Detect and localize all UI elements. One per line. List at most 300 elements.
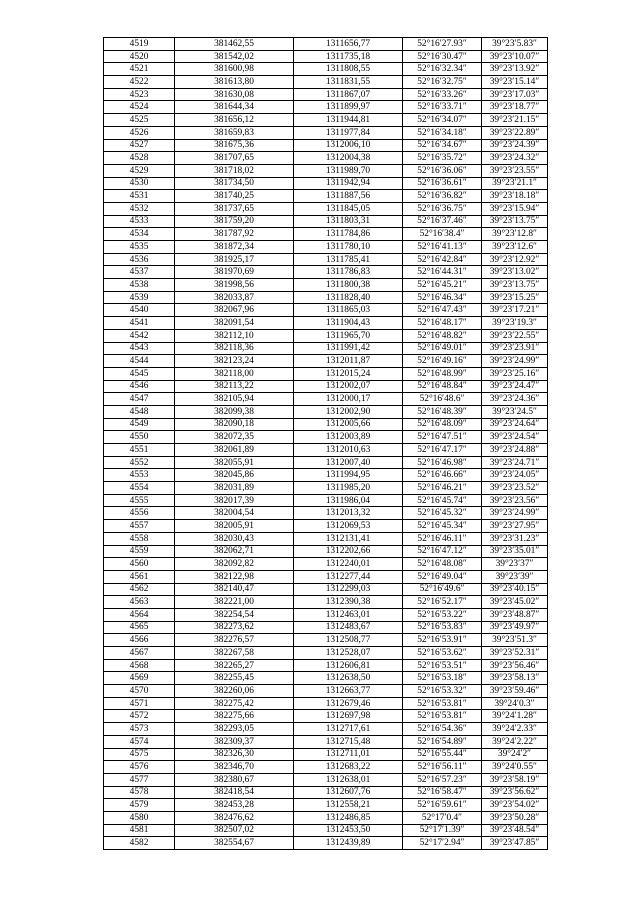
latitude-cell: 52°16′48.6″	[403, 393, 482, 406]
latitude-cell: 52°16′45.21″	[403, 279, 482, 292]
y-coordinate-cell: 1311831,55	[294, 76, 403, 89]
longitude-cell: 39°23′58.19″	[482, 773, 548, 786]
longitude-cell: 39°23′13.92″	[482, 63, 548, 76]
y-coordinate-cell: 1311735,18	[294, 50, 403, 63]
x-coordinate-cell: 382122,98	[175, 570, 294, 583]
point-number-cell: 4575	[104, 748, 175, 761]
table-row	[104, 202, 548, 215]
point-number-cell: 4529	[104, 164, 175, 177]
x-coordinate-cell: 382507,02	[175, 824, 294, 837]
longitude-cell: 39°24′2.22″	[482, 735, 548, 748]
coordinates-table	[103, 37, 548, 850]
point-number-cell: 4527	[104, 139, 175, 152]
longitude-cell: 39°23′50.28″	[482, 811, 548, 824]
longitude-cell: 39°23′15.14″	[482, 76, 548, 89]
x-coordinate-cell: 382476,62	[175, 811, 294, 824]
table-row	[104, 786, 548, 799]
table-row	[104, 342, 548, 355]
longitude-cell: 39°23′23.91″	[482, 342, 548, 355]
table-row	[104, 304, 548, 317]
latitude-cell: 52°16′35.72″	[403, 152, 482, 165]
y-coordinate-cell: 1312390,38	[294, 596, 403, 609]
table-row	[104, 735, 548, 748]
y-coordinate-cell: 1311887,56	[294, 190, 403, 203]
y-coordinate-cell: 1312715,48	[294, 735, 403, 748]
y-coordinate-cell: 1311942,94	[294, 177, 403, 190]
point-number-cell: 4541	[104, 317, 175, 330]
latitude-cell: 52°16′49.6″	[403, 583, 482, 596]
latitude-cell: 52°16′46.11″	[403, 532, 482, 545]
x-coordinate-cell: 382554,67	[175, 837, 294, 850]
point-number-cell: 4570	[104, 685, 175, 698]
latitude-cell: 52°16′34.18″	[403, 126, 482, 139]
y-coordinate-cell: 1311656,77	[294, 38, 403, 51]
y-coordinate-cell: 1311991,42	[294, 342, 403, 355]
latitude-cell: 52°16′45.34″	[403, 520, 482, 533]
point-number-cell: 4563	[104, 596, 175, 609]
x-coordinate-cell: 382091,54	[175, 317, 294, 330]
point-number-cell: 4579	[104, 799, 175, 812]
y-coordinate-cell: 1311989,70	[294, 164, 403, 177]
y-coordinate-cell: 1312663,77	[294, 685, 403, 698]
point-number-cell: 4544	[104, 355, 175, 368]
point-number-cell: 4557	[104, 520, 175, 533]
table-row	[104, 773, 548, 786]
latitude-cell: 52°16′48.09″	[403, 418, 482, 431]
latitude-cell: 52°16′47.43″	[403, 304, 482, 317]
point-number-cell: 4568	[104, 659, 175, 672]
x-coordinate-cell: 382276,57	[175, 634, 294, 647]
point-number-cell: 4539	[104, 291, 175, 304]
longitude-cell: 39°23′35.01″	[482, 545, 548, 558]
table-row	[104, 507, 548, 520]
latitude-cell: 52°16′53.62″	[403, 647, 482, 660]
y-coordinate-cell: 1311985,20	[294, 482, 403, 495]
x-coordinate-cell: 382221,00	[175, 596, 294, 609]
point-number-cell: 4535	[104, 241, 175, 254]
point-number-cell: 4519	[104, 38, 175, 51]
table-row	[104, 570, 548, 583]
longitude-cell: 39°23′22.55″	[482, 329, 548, 342]
table-row	[104, 215, 548, 228]
longitude-cell: 39°23′24.99″	[482, 507, 548, 520]
longitude-cell: 39°23′12.8″	[482, 228, 548, 241]
y-coordinate-cell: 1312697,98	[294, 710, 403, 723]
point-number-cell: 4550	[104, 431, 175, 444]
y-coordinate-cell: 1312508,77	[294, 634, 403, 647]
table-row	[104, 50, 548, 63]
latitude-cell: 52°16′59.61″	[403, 799, 482, 812]
table-row	[104, 824, 548, 837]
latitude-cell: 52°16′47.51″	[403, 431, 482, 444]
latitude-cell: 52°16′53.18″	[403, 672, 482, 685]
y-coordinate-cell: 1311785,41	[294, 253, 403, 266]
x-coordinate-cell: 382113,22	[175, 380, 294, 393]
x-coordinate-cell: 382267,58	[175, 647, 294, 660]
y-coordinate-cell: 1312010,63	[294, 444, 403, 457]
point-number-cell: 4558	[104, 532, 175, 545]
table-row	[104, 241, 548, 254]
y-coordinate-cell: 1311845,05	[294, 202, 403, 215]
latitude-cell: 52°16′34.07″	[403, 114, 482, 127]
longitude-cell: 39°23′24.71″	[482, 456, 548, 469]
x-coordinate-cell: 382055,91	[175, 456, 294, 469]
x-coordinate-cell: 382112,10	[175, 329, 294, 342]
x-coordinate-cell: 382260,06	[175, 685, 294, 698]
y-coordinate-cell: 1311986,04	[294, 494, 403, 507]
y-coordinate-cell: 1311965,70	[294, 329, 403, 342]
point-number-cell: 4545	[104, 367, 175, 380]
table-row	[104, 126, 548, 139]
point-number-cell: 4556	[104, 507, 175, 520]
longitude-cell: 39°23′13.02″	[482, 266, 548, 279]
latitude-cell: 52°16′49.16″	[403, 355, 482, 368]
table-row	[104, 431, 548, 444]
table-row	[104, 393, 548, 406]
x-coordinate-cell: 382062,71	[175, 545, 294, 558]
table-row	[104, 228, 548, 241]
table-row	[104, 697, 548, 710]
longitude-cell: 39°24′0.55″	[482, 761, 548, 774]
y-coordinate-cell: 1312607,76	[294, 786, 403, 799]
x-coordinate-cell: 382118,00	[175, 367, 294, 380]
y-coordinate-cell: 1312006,10	[294, 139, 403, 152]
latitude-cell: 52°16′53.83″	[403, 621, 482, 634]
point-number-cell: 4552	[104, 456, 175, 469]
y-coordinate-cell: 1312299,03	[294, 583, 403, 596]
longitude-cell: 39°23′21.1″	[482, 177, 548, 190]
latitude-cell: 52°16′36.82″	[403, 190, 482, 203]
latitude-cell: 52°16′48.84″	[403, 380, 482, 393]
point-number-cell: 4523	[104, 88, 175, 101]
table-row	[104, 520, 548, 533]
longitude-cell: 39°23′24.05″	[482, 469, 548, 482]
latitude-cell: 52°16′42.84″	[403, 253, 482, 266]
longitude-cell: 39°23′37″	[482, 558, 548, 571]
longitude-cell: 39°23′45.02″	[482, 596, 548, 609]
table-row	[104, 266, 548, 279]
table-row	[104, 139, 548, 152]
table-row	[104, 114, 548, 127]
table-row	[104, 355, 548, 368]
table-row	[104, 279, 548, 292]
table-row	[104, 164, 548, 177]
point-number-cell: 4533	[104, 215, 175, 228]
longitude-cell: 39°23′31.23″	[482, 532, 548, 545]
longitude-cell: 39°23′47.85″	[482, 837, 548, 850]
y-coordinate-cell: 1312711,01	[294, 748, 403, 761]
latitude-cell: 52°16′46.21″	[403, 482, 482, 495]
y-coordinate-cell: 1312638,50	[294, 672, 403, 685]
y-coordinate-cell: 1311899,97	[294, 101, 403, 114]
latitude-cell: 52°16′58.47″	[403, 786, 482, 799]
longitude-cell: 39°24′1.28″	[482, 710, 548, 723]
x-coordinate-cell: 381644,34	[175, 101, 294, 114]
x-coordinate-cell: 381787,92	[175, 228, 294, 241]
x-coordinate-cell: 382099,38	[175, 405, 294, 418]
point-number-cell: 4559	[104, 545, 175, 558]
latitude-cell: 52°16′48.39″	[403, 405, 482, 418]
point-number-cell: 4536	[104, 253, 175, 266]
x-coordinate-cell: 382265,27	[175, 659, 294, 672]
point-number-cell: 4574	[104, 735, 175, 748]
longitude-cell: 39°23′48.54″	[482, 824, 548, 837]
latitude-cell: 52°16′36.75″	[403, 202, 482, 215]
y-coordinate-cell: 1312638,01	[294, 773, 403, 786]
x-coordinate-cell: 382067,96	[175, 304, 294, 317]
latitude-cell: 52°16′32.75″	[403, 76, 482, 89]
table-row	[104, 748, 548, 761]
point-number-cell: 4555	[104, 494, 175, 507]
y-coordinate-cell: 1311784,86	[294, 228, 403, 241]
latitude-cell: 52°16′48.08″	[403, 558, 482, 571]
longitude-cell: 39°23′23.55″	[482, 164, 548, 177]
x-coordinate-cell: 381630,08	[175, 88, 294, 101]
longitude-cell: 39°24′2″	[482, 748, 548, 761]
table-row	[104, 837, 548, 850]
x-coordinate-cell: 381734,50	[175, 177, 294, 190]
latitude-cell: 52°16′27.93″	[403, 38, 482, 51]
point-number-cell: 4522	[104, 76, 175, 89]
longitude-cell: 39°23′54.02″	[482, 799, 548, 812]
longitude-cell: 39°23′12.92″	[482, 253, 548, 266]
x-coordinate-cell: 382105,94	[175, 393, 294, 406]
point-number-cell: 4572	[104, 710, 175, 723]
y-coordinate-cell: 1312277,44	[294, 570, 403, 583]
latitude-cell: 52°16′33.26″	[403, 88, 482, 101]
y-coordinate-cell: 1312011,87	[294, 355, 403, 368]
table-row	[104, 152, 548, 165]
x-coordinate-cell: 382293,05	[175, 723, 294, 736]
latitude-cell: 52°16′48.17″	[403, 317, 482, 330]
latitude-cell: 52°16′53.22″	[403, 608, 482, 621]
point-number-cell: 4564	[104, 608, 175, 621]
y-coordinate-cell: 1312439,89	[294, 837, 403, 850]
x-coordinate-cell: 381718,02	[175, 164, 294, 177]
x-coordinate-cell: 382118,36	[175, 342, 294, 355]
table-row	[104, 723, 548, 736]
longitude-cell: 39°23′58.13″	[482, 672, 548, 685]
x-coordinate-cell: 382309,37	[175, 735, 294, 748]
x-coordinate-cell: 382005,91	[175, 520, 294, 533]
latitude-cell: 52°16′33.71″	[403, 101, 482, 114]
latitude-cell: 52°16′41.13″	[403, 241, 482, 254]
y-coordinate-cell: 1312013,32	[294, 507, 403, 520]
x-coordinate-cell: 381707,65	[175, 152, 294, 165]
x-coordinate-cell: 382090,18	[175, 418, 294, 431]
x-coordinate-cell: 381925,17	[175, 253, 294, 266]
y-coordinate-cell: 1312007,40	[294, 456, 403, 469]
x-coordinate-cell: 381737,65	[175, 202, 294, 215]
point-number-cell: 4565	[104, 621, 175, 634]
point-number-cell: 4578	[104, 786, 175, 799]
table-row	[104, 558, 548, 571]
table-row	[104, 88, 548, 101]
longitude-cell: 39°23′17.03″	[482, 88, 548, 101]
latitude-cell: 52°16′30.47″	[403, 50, 482, 63]
longitude-cell: 39°23′49.97″	[482, 621, 548, 634]
y-coordinate-cell: 1312528,07	[294, 647, 403, 660]
longitude-cell: 39°23′15.94″	[482, 202, 548, 215]
latitude-cell: 52°16′44.31″	[403, 266, 482, 279]
longitude-cell: 39°23′51.3″	[482, 634, 548, 647]
x-coordinate-cell: 382061,89	[175, 444, 294, 457]
longitude-cell: 39°23′40.15″	[482, 583, 548, 596]
table-row	[104, 253, 548, 266]
x-coordinate-cell: 382273,62	[175, 621, 294, 634]
longitude-cell: 39°23′24.5″	[482, 405, 548, 418]
latitude-cell: 52°16′37.46″	[403, 215, 482, 228]
table-row	[104, 482, 548, 495]
point-number-cell: 4525	[104, 114, 175, 127]
table-row	[104, 621, 548, 634]
y-coordinate-cell: 1311944,81	[294, 114, 403, 127]
latitude-cell: 52°16′49.01″	[403, 342, 482, 355]
y-coordinate-cell: 1311786,83	[294, 266, 403, 279]
latitude-cell: 52°16′46.66″	[403, 469, 482, 482]
x-coordinate-cell: 382418,54	[175, 786, 294, 799]
y-coordinate-cell: 1311803,31	[294, 215, 403, 228]
table-row	[104, 685, 548, 698]
table-row	[104, 63, 548, 76]
latitude-cell: 52°17′2.94″	[403, 837, 482, 850]
longitude-cell: 39°23′18.18″	[482, 190, 548, 203]
latitude-cell: 52°16′48.99″	[403, 367, 482, 380]
coordinates-table-body	[104, 38, 548, 850]
latitude-cell: 52°17′1.39″	[403, 824, 482, 837]
x-coordinate-cell: 382072,35	[175, 431, 294, 444]
latitude-cell: 52°16′53.81″	[403, 710, 482, 723]
y-coordinate-cell: 1312483,67	[294, 621, 403, 634]
latitude-cell: 52°16′57.23″	[403, 773, 482, 786]
x-coordinate-cell: 382254,54	[175, 608, 294, 621]
y-coordinate-cell: 1311865,03	[294, 304, 403, 317]
point-number-cell: 4567	[104, 647, 175, 660]
x-coordinate-cell: 381613,80	[175, 76, 294, 89]
x-coordinate-cell: 381656,12	[175, 114, 294, 127]
latitude-cell: 52°16′48.82″	[403, 329, 482, 342]
point-number-cell: 4569	[104, 672, 175, 685]
longitude-cell: 39°23′59.46″	[482, 685, 548, 698]
table-row	[104, 177, 548, 190]
longitude-cell: 39°23′15.25″	[482, 291, 548, 304]
longitude-cell: 39°23′23.52″	[482, 482, 548, 495]
latitude-cell: 52°16′47.17″	[403, 444, 482, 457]
y-coordinate-cell: 1312486,85	[294, 811, 403, 824]
table-row	[104, 418, 548, 431]
point-number-cell: 4540	[104, 304, 175, 317]
x-coordinate-cell: 381998,56	[175, 279, 294, 292]
y-coordinate-cell: 1312453,50	[294, 824, 403, 837]
longitude-cell: 39°23′13.75″	[482, 215, 548, 228]
y-coordinate-cell: 1311800,38	[294, 279, 403, 292]
point-number-cell: 4537	[104, 266, 175, 279]
longitude-cell: 39°23′19.3″	[482, 317, 548, 330]
table-row	[104, 405, 548, 418]
point-number-cell: 4520	[104, 50, 175, 63]
table-row	[104, 494, 548, 507]
point-number-cell: 4561	[104, 570, 175, 583]
point-number-cell: 4553	[104, 469, 175, 482]
longitude-cell: 39°23′12.6″	[482, 241, 548, 254]
table-row	[104, 583, 548, 596]
point-number-cell: 4562	[104, 583, 175, 596]
y-coordinate-cell: 1312015,24	[294, 367, 403, 380]
x-coordinate-cell: 381600,98	[175, 63, 294, 76]
x-coordinate-cell: 382030,43	[175, 532, 294, 545]
latitude-cell: 52°16′53.51″	[403, 659, 482, 672]
y-coordinate-cell: 1311977,84	[294, 126, 403, 139]
y-coordinate-cell: 1311994,95	[294, 469, 403, 482]
longitude-cell: 39°23′23.56″	[482, 494, 548, 507]
table-row	[104, 659, 548, 672]
y-coordinate-cell: 1312005,66	[294, 418, 403, 431]
x-coordinate-cell: 381659,83	[175, 126, 294, 139]
latitude-cell: 52°16′47.12″	[403, 545, 482, 558]
y-coordinate-cell: 1312683,22	[294, 761, 403, 774]
point-number-cell: 4532	[104, 202, 175, 215]
x-coordinate-cell: 381970,69	[175, 266, 294, 279]
y-coordinate-cell: 1312558,21	[294, 799, 403, 812]
y-coordinate-cell: 1312069,53	[294, 520, 403, 533]
longitude-cell: 39°23′52.31″	[482, 647, 548, 660]
x-coordinate-cell: 381740,25	[175, 190, 294, 203]
latitude-cell: 52°16′36.06″	[403, 164, 482, 177]
longitude-cell: 39°23′24.47″	[482, 380, 548, 393]
point-number-cell: 4576	[104, 761, 175, 774]
table-row	[104, 329, 548, 342]
longitude-cell: 39°24′0.3″	[482, 697, 548, 710]
x-coordinate-cell: 381675,36	[175, 139, 294, 152]
table-row	[104, 190, 548, 203]
point-number-cell: 4582	[104, 837, 175, 850]
table-row	[104, 101, 548, 114]
x-coordinate-cell: 382275,42	[175, 697, 294, 710]
longitude-cell: 39°23′24.88″	[482, 444, 548, 457]
point-number-cell: 4580	[104, 811, 175, 824]
x-coordinate-cell: 382255,45	[175, 672, 294, 685]
table-row	[104, 444, 548, 457]
latitude-cell: 52°16′46.98″	[403, 456, 482, 469]
x-coordinate-cell: 382326,30	[175, 748, 294, 761]
latitude-cell: 52°16′49.04″	[403, 570, 482, 583]
x-coordinate-cell: 382453,28	[175, 799, 294, 812]
table-row	[104, 38, 548, 51]
latitude-cell: 52°17′0.4″	[403, 811, 482, 824]
table-row	[104, 647, 548, 660]
table-row	[104, 799, 548, 812]
point-number-cell: 4538	[104, 279, 175, 292]
longitude-cell: 39°23′22.89″	[482, 126, 548, 139]
longitude-cell: 39°23′17.21″	[482, 304, 548, 317]
point-number-cell: 4524	[104, 101, 175, 114]
longitude-cell: 39°23′24.36″	[482, 393, 548, 406]
y-coordinate-cell: 1312131,41	[294, 532, 403, 545]
y-coordinate-cell: 1311780,10	[294, 241, 403, 254]
table-row	[104, 634, 548, 647]
point-number-cell: 4581	[104, 824, 175, 837]
longitude-cell: 39°23′13.75″	[482, 279, 548, 292]
y-coordinate-cell: 1312679,46	[294, 697, 403, 710]
table-row	[104, 76, 548, 89]
table-row	[104, 761, 548, 774]
latitude-cell: 52°16′46.34″	[403, 291, 482, 304]
point-number-cell: 4542	[104, 329, 175, 342]
table-row	[104, 532, 548, 545]
point-number-cell: 4560	[104, 558, 175, 571]
y-coordinate-cell: 1312606,81	[294, 659, 403, 672]
x-coordinate-cell: 382033,87	[175, 291, 294, 304]
